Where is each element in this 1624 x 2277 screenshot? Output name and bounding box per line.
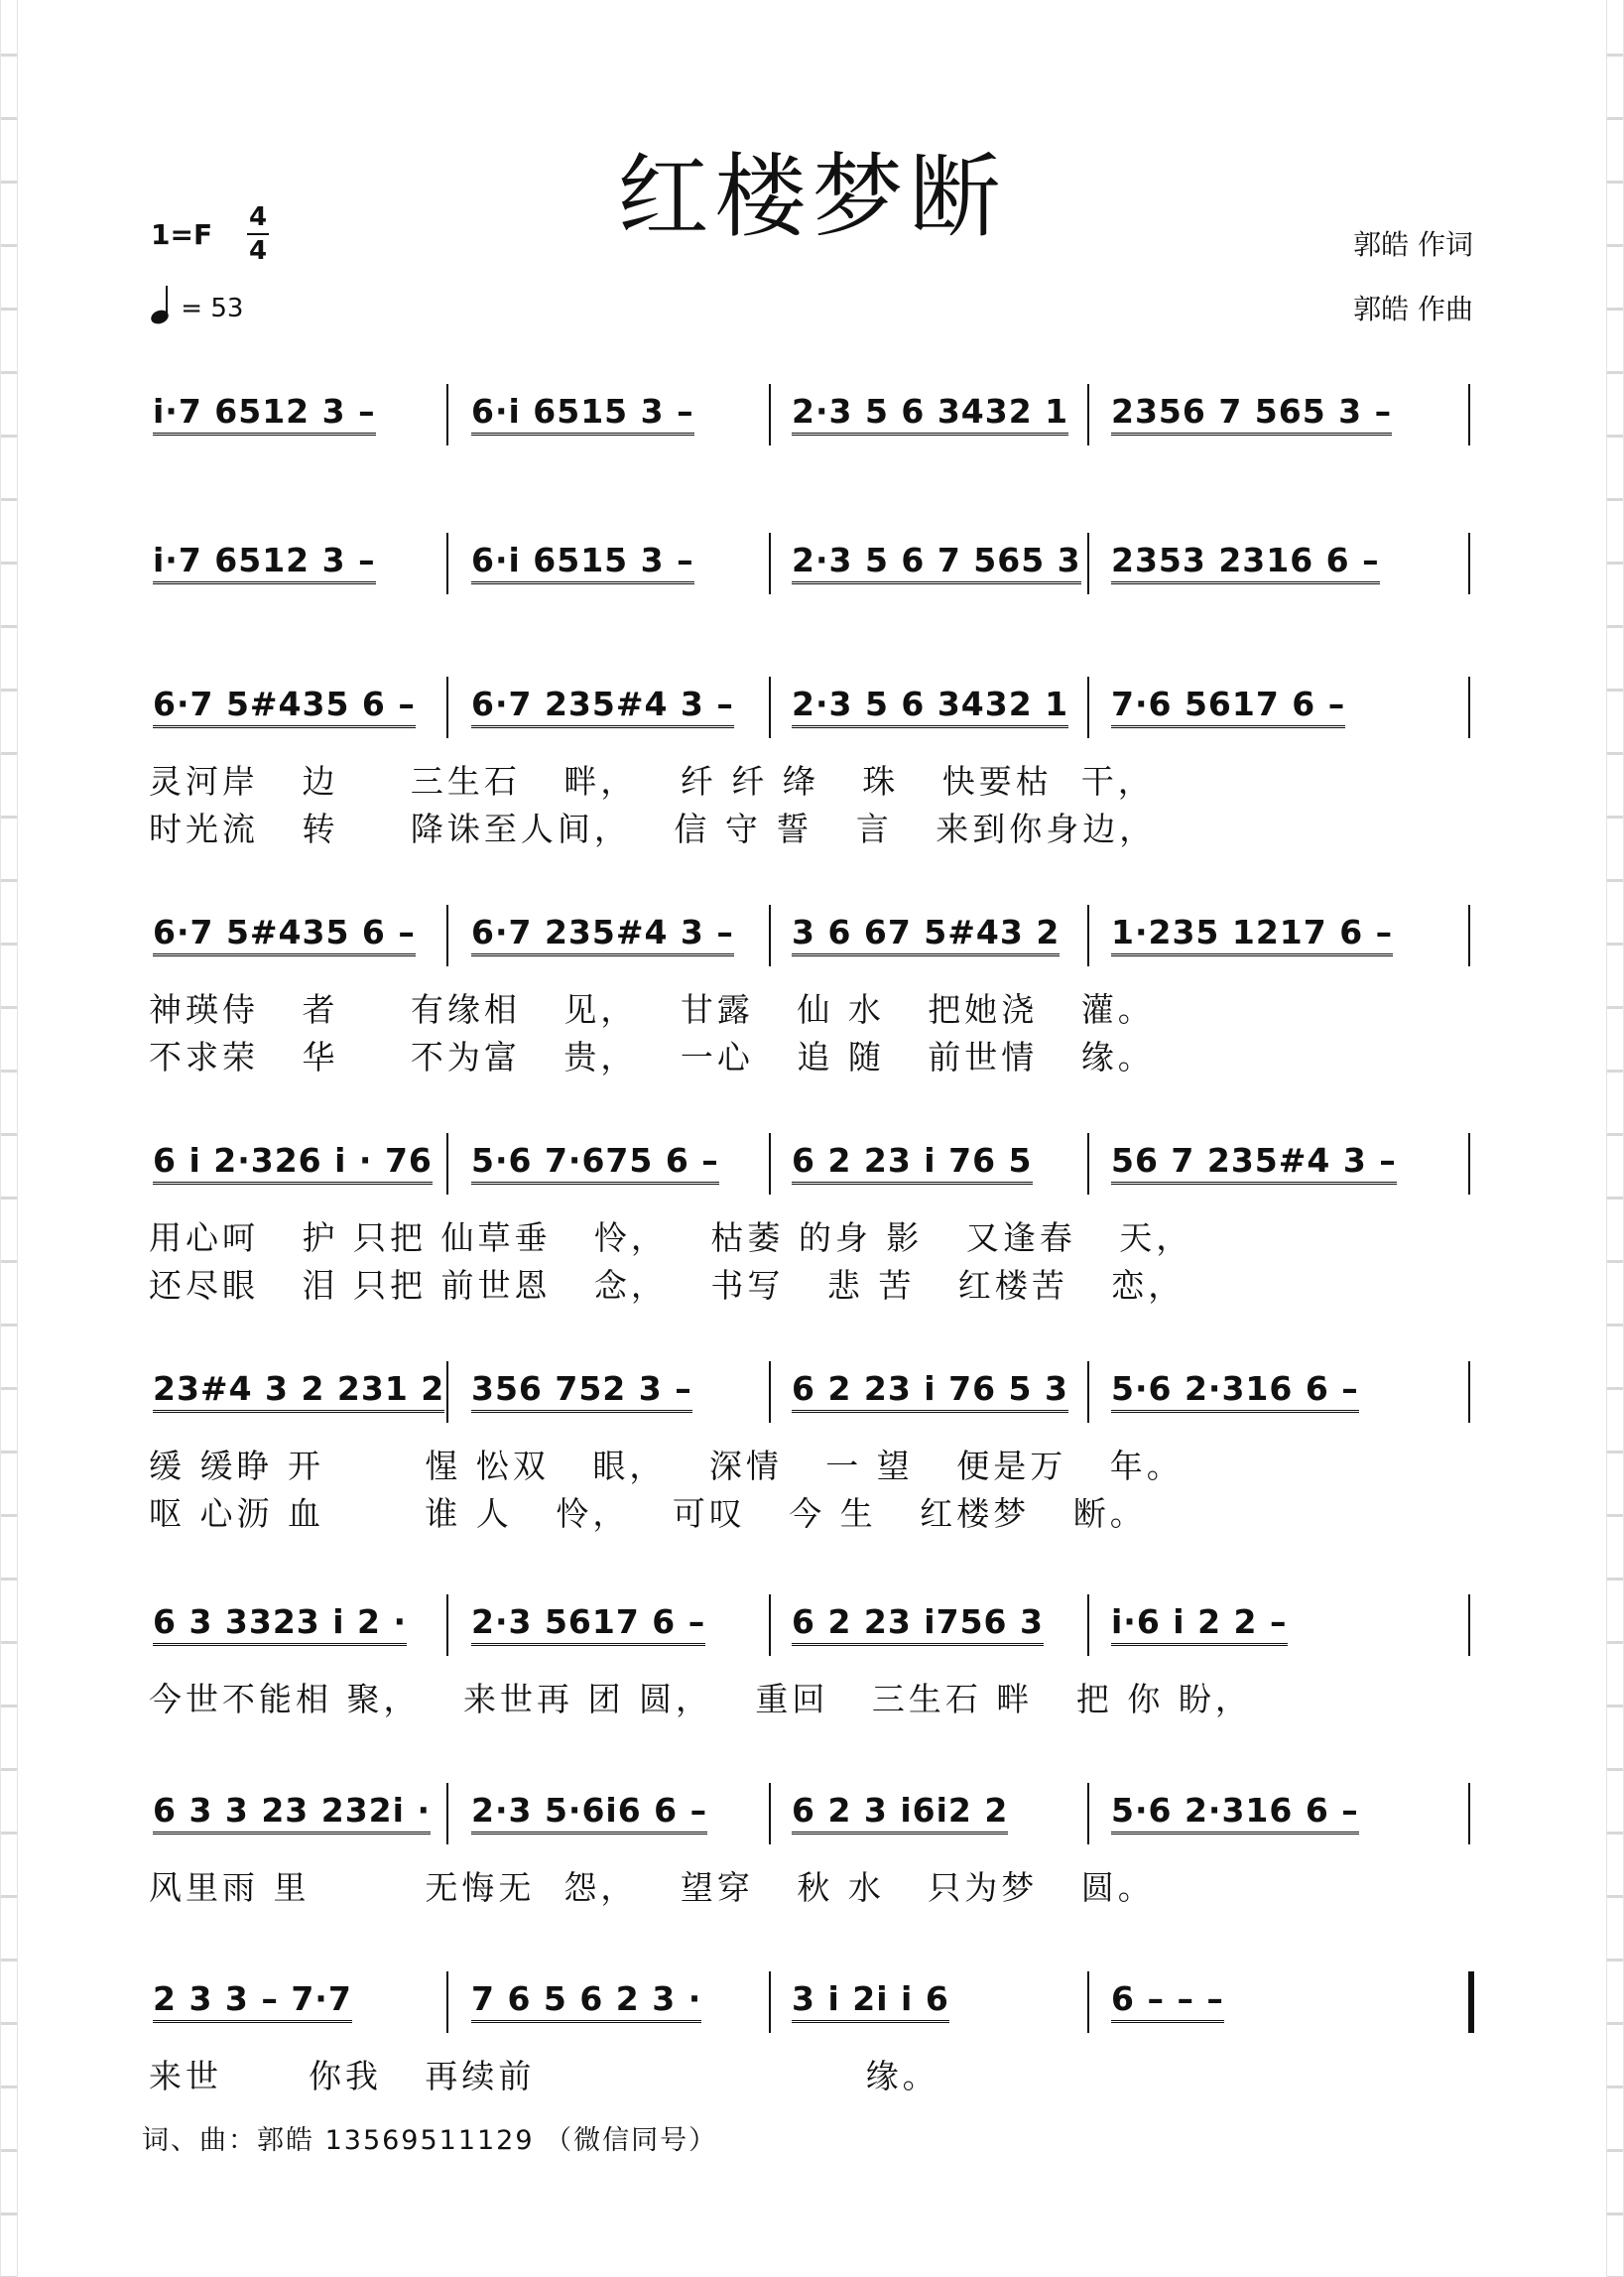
measure-notes: i·7 6512 3 – [153,392,376,436]
measure [153,541,376,600]
lyric-line: 不求荣 华 不为富 贵， 一心 追 随 前世情 缘。 [149,1038,1155,1076]
barline [1087,1783,1089,1844]
measure [471,1791,707,1850]
tempo-value: = 53 [181,294,244,323]
barline [769,1783,771,1844]
measure [1111,913,1393,972]
barline [446,533,448,594]
measure-notes: 2·3 5 6 3432 1 [792,685,1068,728]
measure [153,685,416,744]
tempo-mark [151,288,243,323]
notation-line [149,1979,1478,2039]
score-system [149,1791,1483,1950]
score-system [149,685,1483,848]
lyric-line: 来世 你我 再续前 缘。 [149,2057,939,2095]
right-margin-strip [1606,0,1624,2277]
barline [769,384,771,445]
barline [1468,1133,1470,1195]
barline [1087,1133,1089,1195]
measure [792,913,1060,972]
lyric-line: 风里雨 里 无悔无 怨， 望穿 秋 水 只为梦 圆。 [149,1868,1155,1907]
notation-line [149,1602,1478,1662]
measure [792,1369,1068,1429]
song-title: 红楼梦断 [617,144,1007,250]
time-signature-top: 4 [248,202,268,232]
measure [471,392,694,451]
measure-notes: 5·6 2·316 6 – [1111,1369,1359,1413]
measure [471,913,734,972]
barline [769,677,771,738]
measure [792,541,1081,600]
measure-notes: 6 2 23 i 76 5 [792,1141,1033,1185]
measure [471,1369,692,1429]
measure-notes: 2353 2316 6 – [1111,541,1380,584]
measure-notes: 3 6 67 5#43 2 [792,913,1060,956]
time-signature-bottom: 4 [248,236,268,266]
notation-line [149,913,1478,972]
lyric-line: 用心呵 护 只把 仙草垂 怜， 枯萎 的身 影 又逢春 天， [149,1218,1193,1257]
measure [792,685,1068,744]
measure-notes: 7 6 5 6 2 3 · [471,1979,701,2023]
measure-notes: 6·i 6515 3 – [471,541,694,584]
barline [1087,905,1089,966]
measure-notes: 5·6 2·316 6 – [1111,1791,1359,1834]
measure-notes: 6·7 235#4 3 – [471,685,734,728]
barline [769,1133,771,1195]
measure [792,1979,949,2039]
barline [446,905,448,966]
measure-notes: 6 3 3323 i 2 · [153,1602,407,1646]
barline [1087,384,1089,445]
barline [1468,677,1470,738]
score-system [149,1979,1483,2138]
measure [471,685,734,744]
measure [1111,1602,1288,1662]
quarter-note-icon [151,288,173,323]
measure-notes: 6 2 3 i6i2 2 [792,1791,1008,1834]
barline [1468,905,1470,966]
measure-notes: 56 7 235#4 3 – [1111,1141,1397,1185]
key-signature: 1=F [151,218,213,251]
measure-notes: 356 752 3 – [471,1369,692,1413]
barline [1087,1361,1089,1423]
measure [1111,1979,1224,2039]
measure [792,1141,1033,1201]
measure-notes: i·7 6512 3 – [153,541,376,584]
lyric-line: 还尽眼 泪 只把 前世恩 念， 书写 悲 苦 红楼苦 恋， [149,1266,1186,1305]
notation-line [149,685,1478,744]
measure-notes: 7·6 5617 6 – [1111,685,1345,728]
composer-credit: 郭皓 作曲 [1353,293,1473,325]
barline [446,1594,448,1656]
lyric-line: 今世不能相 聚， 来世再 团 圆， 重回 三生石 畔 把 你 盼， [149,1680,1252,1718]
measure-notes: 6 2 23 i756 3 [792,1602,1044,1646]
measure [792,392,1068,451]
measure [1111,685,1345,744]
measure [153,913,416,972]
score-system [149,1369,1483,1533]
measure [792,1791,1008,1850]
time-signature [246,202,270,266]
measure-notes: 6·i 6515 3 – [471,392,694,436]
measure [1111,1791,1359,1850]
lyricist-credit: 郭皓 作词 [1353,228,1473,261]
score-system [149,392,1483,551]
score-system [149,1141,1483,1305]
lyric-line: 神瑛侍 者 有缘相 见， 甘露 仙 水 把她浇 灌。 [149,990,1155,1029]
barline [446,384,448,445]
barline [1468,1783,1470,1844]
barline [1087,1971,1089,2033]
lyric-line: 灵河岸 边 三生石 畔， 纤 纤 绛 珠 快要枯 干， [149,762,1155,801]
barline [446,1971,448,2033]
barline [446,1361,448,1423]
measure [153,1369,444,1429]
measure-notes: 5·6 7·675 6 – [471,1141,719,1185]
notation-line [149,541,1478,600]
measure-notes: 2356 7 565 3 – [1111,392,1392,436]
measure-notes: 6 i 2·326 i · 76 [153,1141,433,1185]
measure [153,392,376,451]
measure-notes: 2·3 5 6 7 565 3 [792,541,1081,584]
barline [769,533,771,594]
score-system [149,1602,1483,1761]
measure-notes: 6·7 5#435 6 – [153,685,416,728]
barline [769,1594,771,1656]
measure-notes: 6 2 23 i 76 5 3 [792,1369,1068,1413]
measure [153,1602,407,1662]
score-system [149,541,1483,699]
measure [1111,1369,1359,1429]
barline [1468,384,1470,445]
barline [1087,1594,1089,1656]
measure [1111,392,1392,451]
measure-notes: 2·3 5617 6 – [471,1602,705,1646]
lyric-line: 缓 缓睁 开 惺 忪双 眼， 深情 一 望 便是万 年。 [149,1447,1184,1485]
barline [769,1361,771,1423]
measure [471,1141,719,1201]
left-margin-strip [0,0,18,2277]
measure [153,1141,433,1201]
measure-notes: 2·3 5 6 3432 1 [792,392,1068,436]
barline [1468,533,1470,594]
notation-line [149,1369,1478,1429]
measure-notes: i·6 i 2 2 – [1111,1602,1288,1646]
score-system [149,913,1483,1076]
notation-line [149,392,1478,451]
measure [471,1602,705,1662]
measure-notes: 6 3 3 23 232i · [153,1791,431,1834]
barline [446,677,448,738]
measure-notes: 6·7 235#4 3 – [471,913,734,956]
measure-notes: 3 i 2i i 6 [792,1979,949,2023]
notation-line [149,1791,1478,1850]
measure-notes: 23#4 3 2 231 2 [153,1369,444,1413]
measure [792,1602,1044,1662]
measure-notes: 2 3 3 – 7·7 [153,1979,352,2023]
barline [446,1783,448,1844]
measure [471,541,694,600]
barline [1468,1594,1470,1656]
barline [769,1971,771,2033]
measure-notes: 6·7 5#435 6 – [153,913,416,956]
final-barline [1468,1971,1474,2033]
barline [446,1133,448,1195]
measure [153,1791,431,1850]
notation-line [149,1141,1478,1201]
lyric-line: 时光流 转 降诛至人间， 信 守 誓 言 来到你身边， [149,810,1157,848]
measure [153,1979,352,2039]
measure-notes: 2·3 5·6i6 6 – [471,1791,707,1834]
measure-notes: 1·235 1217 6 – [1111,913,1393,956]
measure-notes: 6 – – – [1111,1979,1224,2023]
barline [769,905,771,966]
measure [1111,1141,1397,1201]
contact-footer: 词、曲：郭皓 13569511129 （微信同号） [142,2125,718,2156]
barline [1468,1361,1470,1423]
lyric-line: 呕 心沥 血 谁 人 怜， 可叹 今 生 红楼梦 断。 [149,1494,1147,1533]
measure [1111,541,1380,600]
measure [471,1979,701,2039]
barline [1087,677,1089,738]
barline [1087,533,1089,594]
